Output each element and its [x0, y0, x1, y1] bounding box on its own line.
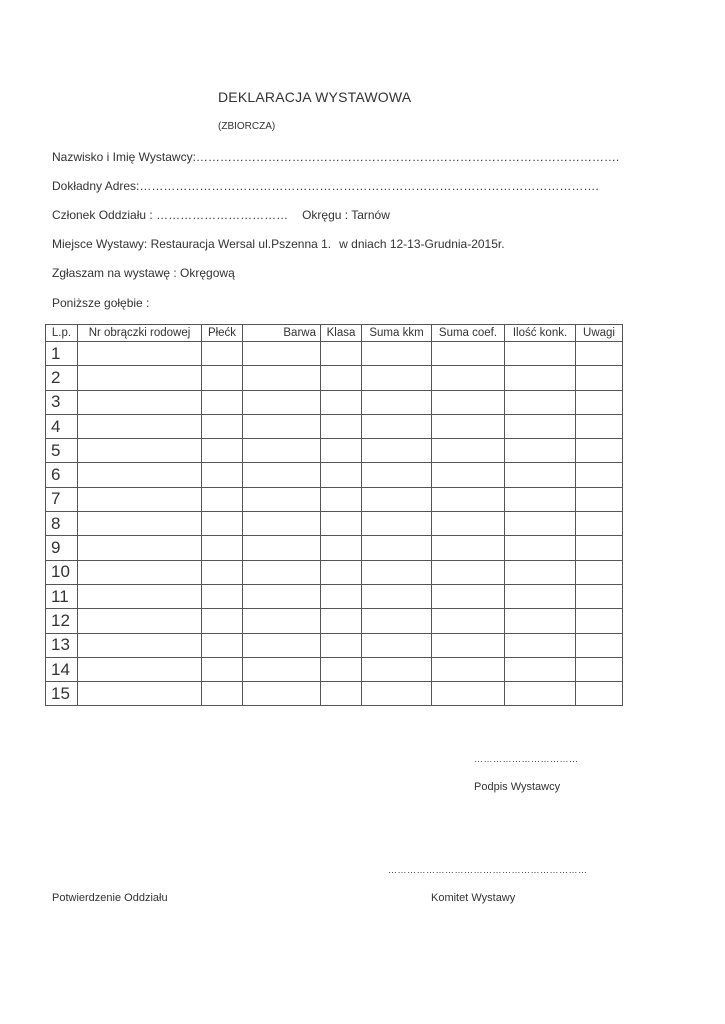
table-cell[interactable] — [202, 342, 243, 366]
table-cell[interactable] — [432, 560, 505, 584]
table-cell[interactable] — [432, 633, 505, 657]
exhibitor-name-line — [52, 150, 619, 164]
table-cell[interactable] — [243, 584, 321, 608]
row-number: 8 — [46, 512, 78, 536]
row-number: 15 — [46, 682, 78, 706]
row-number: 4 — [46, 414, 78, 438]
table-cell[interactable] — [432, 390, 505, 414]
table-row — [46, 463, 623, 487]
table-cell[interactable] — [362, 342, 432, 366]
table-cell[interactable] — [243, 657, 321, 681]
table-row — [46, 633, 623, 657]
table-row — [46, 609, 623, 633]
table-cell[interactable] — [505, 584, 576, 608]
table-cell[interactable] — [576, 682, 623, 706]
table-cell[interactable] — [576, 487, 623, 511]
table-cell[interactable] — [432, 366, 505, 390]
member-field[interactable]: …………………………… — [156, 208, 289, 222]
table-cell[interactable] — [576, 633, 623, 657]
table-cell[interactable] — [321, 390, 362, 414]
table-cell[interactable] — [362, 560, 432, 584]
row-number: 12 — [46, 609, 78, 633]
table-cell[interactable] — [576, 584, 623, 608]
table-cell[interactable] — [243, 682, 321, 706]
table-cell[interactable] — [243, 414, 321, 438]
table-cell[interactable] — [432, 439, 505, 463]
row-number: 10 — [46, 560, 78, 584]
table-cell[interactable] — [432, 463, 505, 487]
table-cell[interactable] — [321, 584, 362, 608]
table-row — [46, 487, 623, 511]
column-header-contest-count: Ilość konk. — [505, 325, 576, 342]
table-cell[interactable] — [321, 633, 362, 657]
column-header-lp: L.p. — [46, 325, 78, 342]
table-cell[interactable] — [78, 439, 202, 463]
document-title: DEKLARACJA WYSTAWOWA — [218, 89, 412, 105]
column-header-sum-coef: Suma coef. — [432, 325, 505, 342]
table-cell[interactable] — [362, 657, 432, 681]
table-cell[interactable] — [576, 342, 623, 366]
table-cell[interactable] — [78, 682, 202, 706]
table-cell[interactable] — [243, 536, 321, 560]
table-cell[interactable] — [505, 512, 576, 536]
table-cell[interactable] — [432, 487, 505, 511]
table-cell[interactable] — [576, 609, 623, 633]
signature-line[interactable]: …………………………… — [474, 754, 579, 764]
table-cell[interactable] — [505, 366, 576, 390]
table-cell[interactable] — [202, 560, 243, 584]
committee-signature-line[interactable]: ……………………………………………………… — [388, 865, 588, 875]
row-number: 6 — [46, 463, 78, 487]
table-cell[interactable] — [321, 414, 362, 438]
table-cell[interactable] — [243, 609, 321, 633]
table-cell[interactable] — [243, 463, 321, 487]
table-cell[interactable] — [432, 682, 505, 706]
document-subtitle: (ZBIORCZA) — [218, 121, 276, 132]
table-cell[interactable] — [202, 366, 243, 390]
table-cell[interactable] — [362, 584, 432, 608]
table-cell[interactable] — [321, 609, 362, 633]
table-cell[interactable] — [78, 657, 202, 681]
table-cell[interactable] — [576, 512, 623, 536]
table-cell[interactable] — [576, 560, 623, 584]
table-row — [46, 536, 623, 560]
table-cell[interactable] — [362, 414, 432, 438]
table-cell[interactable] — [432, 657, 505, 681]
district-text: Okręgu : Tarnów — [302, 208, 390, 222]
table-cell[interactable] — [505, 560, 576, 584]
table-cell[interactable] — [78, 390, 202, 414]
table-row — [46, 366, 623, 390]
table-cell[interactable] — [78, 609, 202, 633]
table-cell[interactable] — [202, 609, 243, 633]
exhibitor-name-label: Nazwisko i Imię Wystawcy: — [52, 150, 196, 164]
table-cell[interactable] — [243, 560, 321, 584]
table-cell[interactable] — [202, 657, 243, 681]
table-cell[interactable] — [432, 609, 505, 633]
table-cell[interactable] — [78, 584, 202, 608]
column-header-sum-kkm: Suma kkm — [362, 325, 432, 342]
row-number: 9 — [46, 536, 78, 560]
table-cell[interactable] — [362, 682, 432, 706]
table-cell[interactable] — [576, 657, 623, 681]
table-cell[interactable] — [505, 682, 576, 706]
table-cell[interactable] — [78, 463, 202, 487]
confirmation-label: Potwierdzenie Oddziału — [52, 892, 168, 904]
table-row — [46, 512, 623, 536]
table-cell[interactable] — [576, 414, 623, 438]
table-header-row — [46, 325, 623, 342]
table-row — [46, 342, 623, 366]
table-cell[interactable] — [202, 536, 243, 560]
table-row — [46, 439, 623, 463]
table-cell[interactable] — [202, 682, 243, 706]
table-cell[interactable] — [78, 536, 202, 560]
table-cell[interactable] — [202, 414, 243, 438]
table-cell[interactable] — [202, 584, 243, 608]
table-cell[interactable] — [505, 536, 576, 560]
table-cell[interactable] — [321, 487, 362, 511]
table-cell[interactable] — [78, 414, 202, 438]
table-row — [46, 560, 623, 584]
table-cell[interactable] — [505, 439, 576, 463]
venue-place: Restauracja Wersal ul.Pszenna 1. — [150, 237, 332, 251]
table-cell[interactable] — [576, 366, 623, 390]
table-cell[interactable] — [78, 342, 202, 366]
table-cell[interactable] — [576, 390, 623, 414]
table-cell[interactable] — [505, 342, 576, 366]
entry-text: Zgłaszam na wystawę : Okręgową — [52, 266, 235, 280]
table-cell[interactable] — [321, 366, 362, 390]
table-cell[interactable] — [78, 633, 202, 657]
pigeon-table — [45, 324, 623, 706]
column-header-class: Klasa — [321, 325, 362, 342]
column-header-ring-number: Nr obrączki rodowej — [78, 325, 202, 342]
table-cell[interactable] — [505, 390, 576, 414]
exhibitor-name-field[interactable]: ……………………………………………………………………………………………. — [195, 150, 620, 164]
table-cell[interactable] — [362, 463, 432, 487]
table-cell[interactable] — [78, 366, 202, 390]
table-cell[interactable] — [202, 633, 243, 657]
table-cell[interactable] — [362, 536, 432, 560]
table-cell[interactable] — [78, 487, 202, 511]
address-line — [52, 179, 599, 193]
row-number: 3 — [46, 390, 78, 414]
row-number: 1 — [46, 342, 78, 366]
table-cell[interactable] — [321, 463, 362, 487]
table-cell[interactable] — [576, 536, 623, 560]
table-cell[interactable] — [321, 512, 362, 536]
address-field[interactable]: ……………………………………………………………………………………………………. — [139, 179, 599, 193]
row-number: 14 — [46, 657, 78, 681]
venue-label: Miejsce Wystawy: — [52, 237, 148, 251]
table-cell[interactable] — [202, 487, 243, 511]
row-number: 13 — [46, 633, 78, 657]
table-cell[interactable] — [362, 512, 432, 536]
column-header-notes: Uwagi — [576, 325, 623, 342]
table-cell[interactable] — [78, 512, 202, 536]
table-cell[interactable] — [362, 609, 432, 633]
member-label: Członek Oddziału : — [52, 208, 153, 222]
table-cell[interactable] — [321, 342, 362, 366]
address-label: Dokładny Adres: — [52, 179, 140, 193]
table-row — [46, 682, 623, 706]
column-header-sex: Płećk — [202, 325, 243, 342]
signature-label: Podpis Wystawcy — [474, 781, 561, 793]
pigeons-text: Poniższe gołębie : — [52, 296, 150, 310]
table-cell[interactable] — [243, 512, 321, 536]
table-cell[interactable] — [243, 633, 321, 657]
table-cell[interactable] — [362, 366, 432, 390]
table-cell[interactable] — [78, 560, 202, 584]
table-cell[interactable] — [202, 439, 243, 463]
table-cell[interactable] — [505, 487, 576, 511]
table-row — [46, 414, 623, 438]
table-cell[interactable] — [243, 366, 321, 390]
table-row — [46, 584, 623, 608]
table-cell[interactable] — [362, 633, 432, 657]
table-cell[interactable] — [321, 682, 362, 706]
table-cell[interactable] — [576, 439, 623, 463]
row-number: 11 — [46, 584, 78, 608]
table-cell[interactable] — [505, 463, 576, 487]
row-number: 5 — [46, 439, 78, 463]
table-cell[interactable] — [432, 584, 505, 608]
table-cell[interactable] — [432, 512, 505, 536]
table-row — [46, 657, 623, 681]
table-cell[interactable] — [243, 487, 321, 511]
table-cell[interactable] — [202, 512, 243, 536]
table-cell[interactable] — [362, 487, 432, 511]
table-cell[interactable] — [362, 439, 432, 463]
table-cell[interactable] — [321, 439, 362, 463]
row-number: 2 — [46, 366, 78, 390]
table-cell[interactable] — [243, 342, 321, 366]
table-cell[interactable] — [432, 414, 505, 438]
table-cell[interactable] — [505, 609, 576, 633]
venue-line — [52, 237, 505, 251]
table-cell[interactable] — [362, 390, 432, 414]
table-cell[interactable] — [576, 463, 623, 487]
table-cell[interactable] — [505, 414, 576, 438]
table-cell[interactable] — [202, 390, 243, 414]
committee-label: Komitet Wystawy — [431, 892, 516, 904]
table-cell[interactable] — [321, 536, 362, 560]
venue-date: w dniach 12-13-Grudnia-2015r. — [339, 237, 505, 251]
table-cell[interactable] — [202, 463, 243, 487]
row-number: 7 — [46, 487, 78, 511]
column-header-color: Barwa — [243, 325, 321, 342]
member-line — [52, 208, 390, 222]
table-row — [46, 390, 623, 414]
table-cell[interactable] — [243, 439, 321, 463]
table-cell[interactable] — [321, 657, 362, 681]
table-cell[interactable] — [432, 342, 505, 366]
table-cell[interactable] — [505, 657, 576, 681]
table-cell[interactable] — [243, 390, 321, 414]
table-cell[interactable] — [432, 536, 505, 560]
table-cell[interactable] — [321, 560, 362, 584]
table-cell[interactable] — [505, 633, 576, 657]
